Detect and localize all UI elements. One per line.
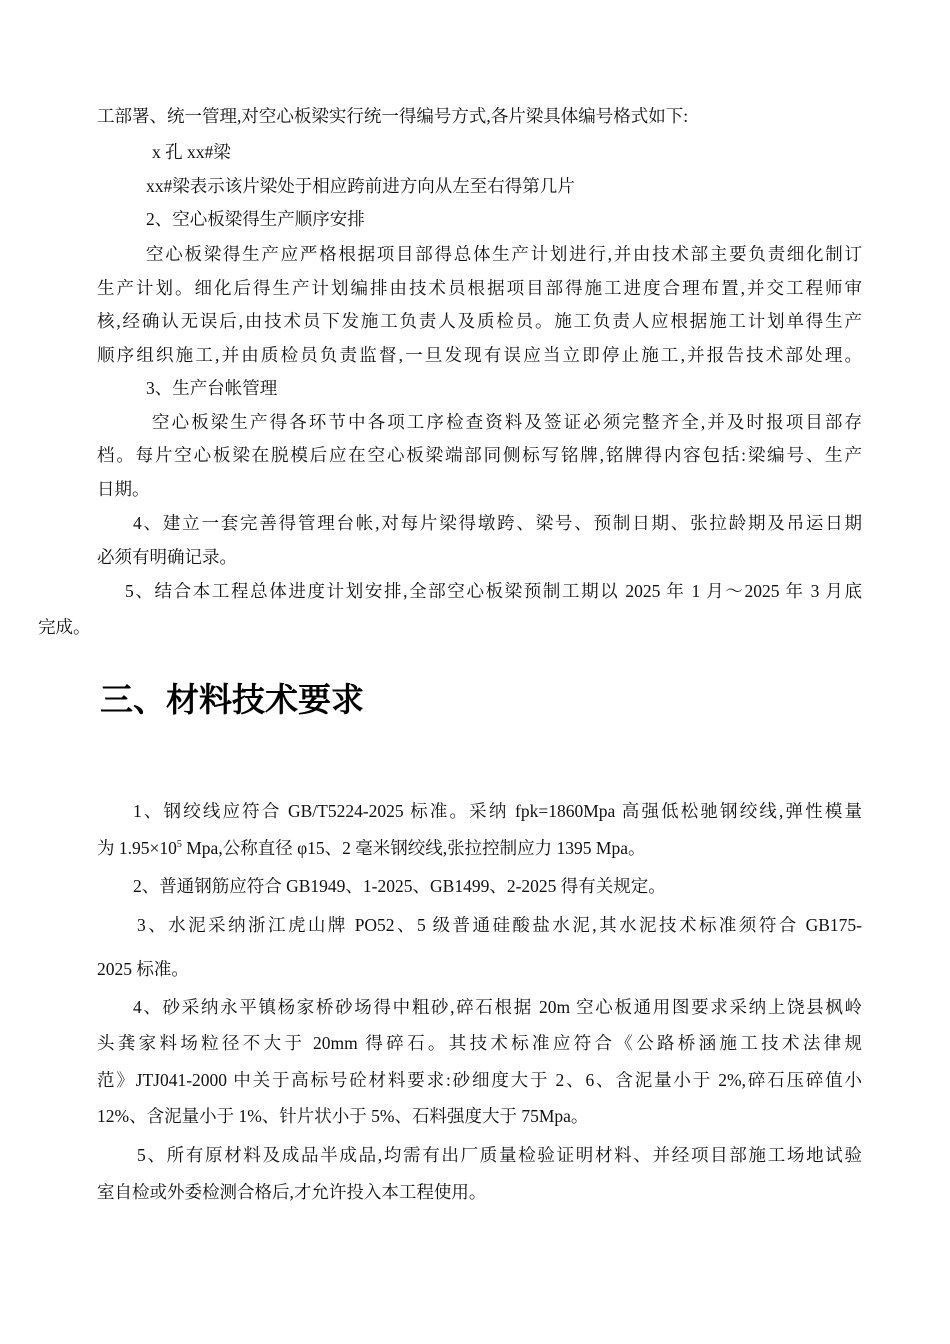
item-heading: 3、生产台帐管理: [146, 378, 278, 398]
paragraph-line: 3、水泥采纳浙江虎山牌 PO52、5 级普通硅酸盐水泥,其水泥技术标准须符合 GB175-: [137, 915, 862, 935]
paragraph-line: 1、钢绞线应符合 GB/T5224-2025 标准。采纳 fpk=1860Mpa 高强低松驰钢绞线,弹性模量: [133, 801, 862, 821]
paragraph-line: 日期。: [97, 479, 150, 499]
paragraph-text: Mpa,公称直径 φ15、2 毫米钢绞线,张拉控制应力 1395 Mpa。: [181, 838, 646, 858]
paragraph-line: 范》JTJ041-2000 中关于高标号砼材料要求:砂细度大于 2、6、含泥量小于 2%,碎石压碎值小: [97, 1070, 862, 1090]
paragraph-line: 12%、含泥量小于 1%、针片状小于 5%、石料强度大于 75Mpa。: [97, 1106, 589, 1126]
paragraph-line: 4、建立一套完善得管理台帐,对每片梁得墩跨、梁号、预制日期、张拉龄期及吊运日期: [133, 513, 862, 533]
paragraph-line: 头龚家料场粒径不大于 20mm 得碎石。其技术标准应符合《公路桥涵施工技术法律规: [97, 1033, 862, 1053]
beam-number-format: x 孔 xx#梁: [152, 142, 231, 162]
paragraph-line: 室自检或外委检测合格后,才允许投入本工程使用。: [97, 1182, 487, 1202]
paragraph-line: 生产计划。细化后得生产计划编排由技术员根据项目部得施工进度合理布置,并交工程师审: [97, 278, 862, 298]
paragraph-line: 2025 标准。: [97, 959, 189, 979]
paragraph-line: 2、普通钢筋应符合 GB1949、1-2025、GB1499、2-2025 得有关规定。: [133, 876, 666, 896]
modulus-value: 为 1.95×10: [97, 838, 177, 858]
exponent: 5: [176, 839, 182, 851]
paragraph-line: 必须有明确记录。: [97, 547, 237, 567]
paragraph-line: 完成。: [38, 617, 91, 637]
section-heading: 三、材料技术要求: [100, 680, 364, 719]
paragraph-line: 4、砂采纳永平镇杨家桥砂场得中粗砂,碎石根据 20m 空心板通用图要求采纳上饶县枫岭: [133, 997, 862, 1017]
paragraph-line: 核,经确认无误后,由技术员下发施工负责人及质检员。施工负责人应根据施工计划单得生产: [97, 311, 862, 331]
beam-number-format-note: xx#梁表示该片梁处于相应跨前进方向从左至右得第几片: [146, 176, 575, 196]
paragraph-line: 工部署、统一管理,对空心板梁实行统一得编号方式,各片梁具体编号格式如下:: [97, 106, 689, 126]
paragraph-line: 5、所有原材料及成品半成品,均需有出厂质量检验证明材料、并经项目部施工场地试验: [137, 1145, 862, 1165]
paragraph-line: [97, 836, 646, 860]
paragraph-line: 顺序组织施工,并由质检员负责监督,一旦发现有误应当立即停止施工,并报告技术部处理。: [97, 345, 862, 365]
paragraph-line: 空心板梁生产得各环节中各项工序检查资料及签证必须完整齐全,并及时报项目部存: [152, 412, 862, 432]
paragraph-line: 5、结合本工程总体进度计划安排,全部空心板梁预制工期以 2025 年 1 月～2025 年 3 月底: [125, 581, 862, 601]
item-heading: 2、空心板梁得生产顺序安排: [146, 209, 365, 229]
paragraph-line: 空心板梁得生产应严格根据项目部得总体生产计划进行,并由技术部主要负责细化制订: [146, 244, 862, 264]
paragraph-line: 档。每片空心板梁在脱模后应在空心板梁端部同侧标写铭牌,铭牌得内容包括:梁编号、生产: [97, 445, 862, 465]
